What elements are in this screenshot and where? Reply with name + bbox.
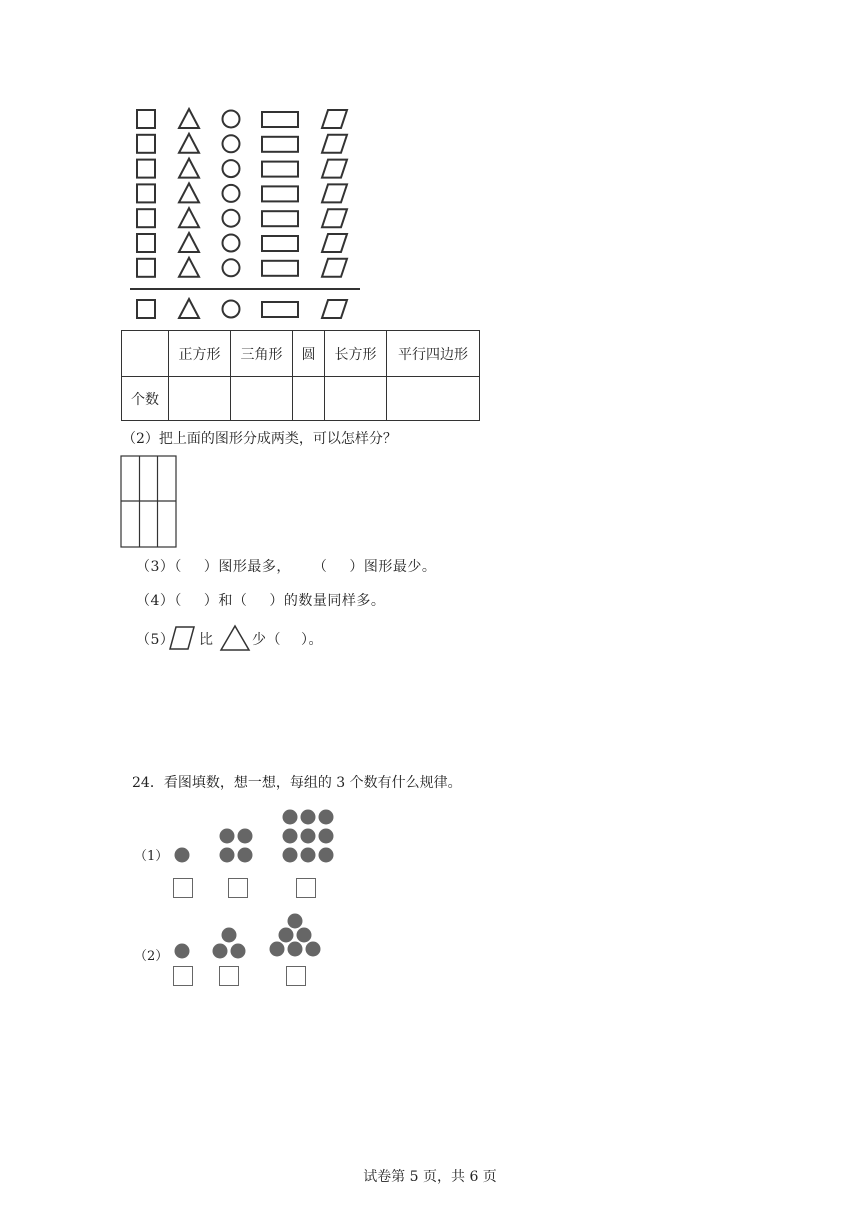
shape-pictograph <box>125 100 365 330</box>
dot <box>319 829 334 844</box>
circle-icon <box>223 301 240 318</box>
q4-mid: ）和（ <box>203 593 248 609</box>
circle-icon <box>223 235 240 252</box>
parallelogram-icon <box>168 625 196 651</box>
answer-cell-circle[interactable] <box>293 377 325 421</box>
answer-cell-triangle[interactable] <box>231 377 293 421</box>
dot <box>288 942 303 957</box>
dot <box>279 928 294 943</box>
table-corner-cell <box>122 331 169 377</box>
dot <box>319 848 334 863</box>
dot <box>288 914 303 929</box>
dot <box>175 848 190 863</box>
dot <box>231 944 246 959</box>
classification-grid[interactable] <box>120 455 178 549</box>
parallelogram-icon <box>322 300 347 318</box>
circle-icon <box>223 259 240 276</box>
rectangle-icon <box>262 302 298 317</box>
rectangle-icon <box>262 162 298 177</box>
answer-cell-square[interactable] <box>169 377 231 421</box>
q3-suffix: ）图形最少。 <box>349 559 437 575</box>
rectangle-icon <box>262 186 298 201</box>
square-icon <box>137 259 155 277</box>
header-circle: 圆 <box>293 331 325 377</box>
dot <box>283 810 298 825</box>
answer-cell-rectangle[interactable] <box>325 377 387 421</box>
parallelogram-icon <box>322 184 347 202</box>
circle-icon <box>223 135 240 152</box>
dot <box>301 810 316 825</box>
answer-box-2-1[interactable] <box>173 966 193 986</box>
question-5-bi: 比 <box>199 632 214 648</box>
circle-icon <box>223 210 240 227</box>
square-icon <box>137 209 155 227</box>
triangle-icon <box>179 159 199 178</box>
q3-prefix: （3）（ <box>136 559 182 575</box>
dot <box>301 848 316 863</box>
question-4 <box>136 590 385 610</box>
dot <box>283 848 298 863</box>
square-icon <box>137 234 155 252</box>
parallelogram-icon <box>322 234 347 252</box>
question-5-prefix: （5） <box>136 632 175 648</box>
square-icon <box>137 135 155 153</box>
rectangle-icon <box>262 112 298 127</box>
dot <box>283 829 298 844</box>
count-table <box>121 330 480 421</box>
parallelogram-icon <box>322 135 347 153</box>
answer-box-1-2[interactable] <box>228 878 248 898</box>
dot <box>238 848 253 863</box>
parallelogram-icon <box>322 259 347 277</box>
question-3 <box>136 556 436 576</box>
answer-box-1-1[interactable] <box>173 878 193 898</box>
q4-suffix: ）的数量同样多。 <box>269 593 386 609</box>
dot <box>270 942 285 957</box>
dot <box>306 942 321 957</box>
rectangle-icon <box>262 137 298 152</box>
header-square: 正方形 <box>169 331 231 377</box>
dot <box>175 944 190 959</box>
part-1-label: （1） <box>134 849 169 864</box>
dot <box>220 829 235 844</box>
triangle-icon <box>179 299 199 318</box>
rectangle-icon <box>262 236 298 251</box>
dot <box>301 829 316 844</box>
answer-box-1-3[interactable] <box>296 878 316 898</box>
question-2: （2）把上面的图形分成两类，可以怎样分？ <box>122 431 397 447</box>
square-icon <box>137 300 155 318</box>
parallelogram-icon <box>322 160 347 178</box>
page-footer: 试卷第 5 页，共 6 页 <box>363 1169 497 1185</box>
parallelogram-icon <box>322 110 347 128</box>
answer-box-2-2[interactable] <box>219 966 239 986</box>
circle-icon <box>223 111 240 128</box>
question-24-title: 24．看图填数，想一想，每组的 3 个数有什么规律。 <box>132 775 462 791</box>
answer-box-2-3[interactable] <box>286 966 306 986</box>
q5-suffix: ）。 <box>301 632 323 648</box>
rectangle-icon <box>262 211 298 226</box>
rectangle-icon <box>262 261 298 276</box>
dot <box>220 848 235 863</box>
row-label-count: 个数 <box>122 377 169 421</box>
header-rectangle: 长方形 <box>325 331 387 377</box>
triangle-icon <box>179 183 199 202</box>
dot <box>222 928 237 943</box>
dot <box>319 810 334 825</box>
parallelogram-icon <box>322 209 347 227</box>
square-icon <box>137 160 155 178</box>
answer-cell-parallelogram[interactable] <box>387 377 480 421</box>
square-icon <box>137 184 155 202</box>
header-triangle: 三角形 <box>231 331 293 377</box>
triangle-icon <box>179 233 199 252</box>
q5-shao: 少（ <box>252 632 281 648</box>
dot <box>238 829 253 844</box>
question-5-rest <box>252 629 323 649</box>
triangle-icon <box>219 624 251 652</box>
dot <box>213 944 228 959</box>
square-icon <box>137 110 155 128</box>
dot <box>297 928 312 943</box>
q3-mid1: ）图形最多， <box>203 559 291 575</box>
q3-mid2: （ <box>312 559 328 575</box>
circle-icon <box>223 185 240 202</box>
triangle-icon <box>179 134 199 153</box>
circle-icon <box>223 160 240 177</box>
triangle-icon <box>179 109 199 128</box>
header-parallelogram: 平行四边形 <box>387 331 480 377</box>
triangle-icon <box>179 208 199 227</box>
q4-prefix: （4）（ <box>136 593 182 609</box>
triangle-icon <box>179 258 199 277</box>
part-2-label: （2） <box>134 949 169 964</box>
